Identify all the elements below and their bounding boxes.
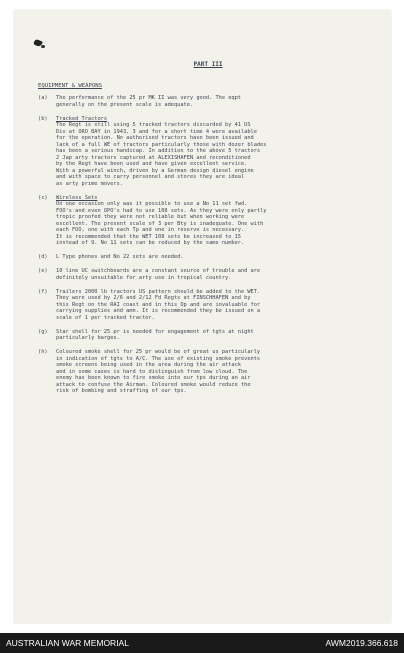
paragraph-number: (f)	[38, 288, 48, 295]
text-line: and with space to carry personnel and stores they are ideal	[56, 174, 245, 180]
paragraph-body	[56, 349, 378, 395]
text-line: Coloured smoke shell for 25 pr would be of great us particularly	[56, 349, 261, 355]
paragraph	[38, 116, 378, 188]
text-line: particularly barges.	[56, 335, 120, 341]
text-line: scale of 1 per tracked tractor.	[56, 314, 155, 321]
paragraph-number: (e)	[38, 268, 48, 274]
text-line: generally on the present scale is adequate.	[56, 101, 194, 108]
text-line: excellent. The present scale of 3 per Bty is inadequate. One with	[56, 220, 264, 227]
paragraph-body	[56, 329, 378, 342]
footer-catalogue-id: AWM2019.366.618	[325, 638, 398, 648]
section-title: EQUIPMENT & WEAPONS	[38, 82, 102, 89]
text-line: On one occasion only was it possible to use a No 11 set fwd.	[56, 201, 248, 207]
text-line: 2 Jap arty tractors captured at ALEXISHAFEN and reconditioned	[56, 154, 251, 161]
paragraph-body	[56, 116, 378, 188]
paragraph	[38, 95, 378, 108]
text-line: enemy has been known to fire smoke into our tps during an air	[56, 375, 251, 381]
paragraph	[38, 268, 378, 281]
text-line: L Type phones and No 22 sets are needed.	[56, 254, 184, 260]
text-line: risk of bombing and straffing of our tps.	[56, 388, 187, 394]
paragraph-body	[56, 195, 378, 247]
text-line: The Regt is still using 5 tracked tractors discarded by 41 US	[56, 122, 251, 128]
text-line: this Regt on the RAI coast and in this Op and are invaluable for	[56, 301, 261, 308]
text-line: 10 line UC switchboards are a constant source of trouble and are	[56, 268, 261, 274]
text-line: Star shell for 25 pr is needed for engagement of tgts at night	[56, 328, 254, 335]
paragraph-subheading: Wireless Sets	[56, 194, 98, 201]
text-line: lack of a full WE of tractors particularly those with dozer blades	[56, 141, 267, 148]
text-line: Trailers 2000 lb tractors US pattern should be added to the WET.	[56, 288, 261, 295]
text-line: Div at ORO BAY in 1943. 3 and for a short time 4 were available	[56, 128, 257, 135]
paragraph-number: (c)	[38, 194, 48, 201]
text-line: It is recommended that the WET 108 sets be increased to 15	[56, 233, 241, 240]
text-line: smoke screens being used in the area during the air attack	[56, 362, 241, 368]
paragraph-number: (d)	[38, 254, 48, 260]
paragraph	[38, 254, 378, 261]
archive-footer	[0, 633, 404, 653]
ink-mark	[41, 45, 45, 48]
text-line: by the Regt have been used and have given excellent service.	[56, 161, 248, 167]
paragraph-subheading: Tracked Tractors	[56, 115, 108, 122]
text-line: as arty prime movers.	[56, 180, 123, 187]
text-line: tropic proofed they were not reliable but when working were	[56, 214, 245, 220]
paragraph-number: (a)	[38, 95, 48, 101]
text-line: and in some cases is hard to distinguish from low cloud. The	[56, 368, 248, 375]
text-line: has been a serious handicap. In addition to the above 5 tractors	[56, 148, 261, 154]
text-line: definitely unsuitable for arty use in tropical country.	[56, 274, 232, 281]
paragraph	[38, 329, 378, 342]
text-line: They were used by 2/6 and 2/12 Fd Regts at FINSCHHAFEN and by	[56, 295, 251, 301]
footer-institution: AUSTRALIAN WAR MEMORIAL	[6, 638, 129, 648]
paragraph-number: (g)	[38, 328, 48, 335]
paragraph-body	[56, 95, 378, 108]
paragraph-body	[56, 254, 378, 261]
text-line: each FOO, one with each Tp and one in reserve is necessary.	[56, 227, 245, 233]
paragraph-number: (h)	[38, 349, 48, 355]
part-title: PART III	[193, 61, 223, 68]
paragraph-list	[38, 95, 378, 395]
text-line: carrying supplies and amn. It is recommended they be issued on a	[56, 308, 261, 314]
paragraph	[38, 289, 378, 322]
text-line: attack to confuse the Airman. Coloured smoke would reduce the	[56, 381, 251, 388]
text-line: With a powerful winch, driven by a German design diesel engine	[56, 167, 254, 174]
paragraph-body	[56, 289, 378, 322]
text-line: for the operation. No authorised tractors have been issued and	[56, 135, 254, 141]
paragraph-number: (b)	[38, 115, 48, 122]
text-line: The performance of the 25 pr MK II was very good. The eqpt	[56, 95, 241, 101]
text-line: in indication of tgts to A/C. The use of existing smoke prevents	[56, 355, 261, 362]
paragraph	[38, 349, 378, 395]
document-page	[14, 10, 391, 623]
text-line: FOO's and even OPO's had to use 108 sets. As they were only partly	[56, 207, 267, 214]
document-body	[38, 62, 378, 402]
paragraph-body	[56, 268, 378, 281]
paragraph	[38, 195, 378, 247]
text-line: instead of 9. No 11 sets can be reduced by the same number.	[56, 240, 245, 246]
